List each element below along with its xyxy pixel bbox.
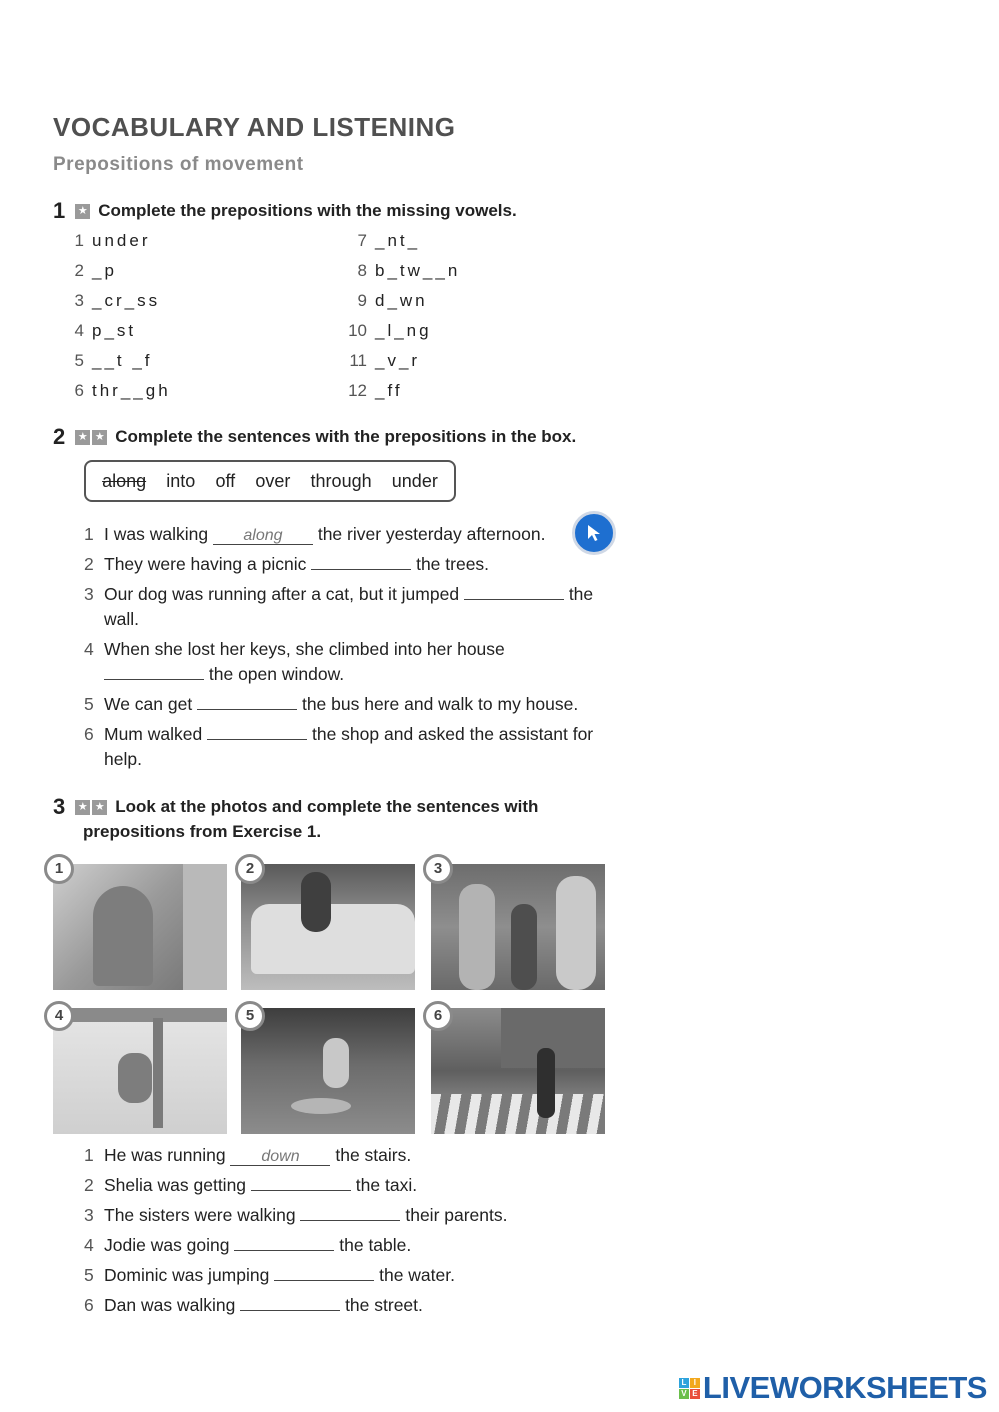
page-subtitle: Prepositions of movement — [53, 154, 304, 175]
word-box — [84, 460, 456, 502]
sentence: 1 I was walking along the river yesterday afternoon. — [84, 524, 546, 544]
list-item: 3 _cr_ss — [74, 291, 161, 310]
exercise-instruction: Complete the prepositions with the missing vowels. — [98, 201, 517, 220]
word-box-item: into — [166, 470, 196, 491]
word-puzzle[interactable]: b_tw__n — [375, 261, 461, 280]
star-icon: ★ — [92, 430, 107, 445]
word-puzzle[interactable]: _v_r — [375, 351, 421, 370]
word-puzzle[interactable]: d_wn — [375, 291, 428, 310]
answer-blank[interactable] — [300, 1204, 400, 1221]
ex2-sentences — [84, 522, 604, 772]
pointer-tool-button[interactable] — [572, 511, 616, 555]
exercise-instruction: Look at the photos and complete the sentences with — [115, 797, 539, 816]
answer-blank[interactable] — [207, 723, 307, 740]
list-item: 11 _v_r — [349, 351, 421, 370]
answer-blank[interactable] — [311, 553, 411, 570]
word-puzzle[interactable]: thr__gh — [92, 381, 171, 400]
vowels-list-left — [62, 226, 171, 406]
difficulty-stars — [75, 430, 107, 445]
cursor-arrow-icon — [583, 522, 605, 544]
exercise-instruction: Complete the sentences with the prepositions in the box. — [115, 427, 577, 446]
sentence: 2 Shelia was getting the taxi. — [84, 1175, 418, 1195]
exercise-instruction-cont: prepositions from Exercise 1. — [83, 822, 322, 841]
sentence: 1 He was running down the stairs. — [84, 1145, 412, 1165]
answer-blank[interactable] — [251, 1174, 351, 1191]
difficulty-stars — [75, 204, 90, 219]
answer-blank[interactable] — [197, 693, 297, 710]
exercise-number: 3 — [53, 794, 66, 819]
answer-blank[interactable] — [240, 1294, 340, 1311]
exercise-1-header — [53, 198, 517, 224]
sentence: 6 Mum walked the shop and asked the assistant for help. — [84, 724, 594, 769]
sentence: 3 The sisters were walking their parents. — [84, 1205, 508, 1225]
list-item: 2 _p — [74, 261, 117, 280]
list-item: 4 p_st — [74, 321, 137, 340]
sentence: 4 When she lost her keys, she climbed into her house the open window. — [84, 639, 505, 684]
logo-text: LIVEWORKSHEETS — [702, 1370, 987, 1405]
photo-number-badge: 2 — [235, 854, 265, 884]
word-box-item: along — [102, 470, 147, 491]
photo-stairs — [53, 864, 227, 990]
ex3-sentences — [84, 1143, 604, 1318]
list-item: 7 _nt_ — [357, 231, 421, 250]
photo-table — [53, 1008, 227, 1134]
word-puzzle[interactable]: _ff — [375, 381, 403, 400]
word-puzzle[interactable]: _cr_ss — [92, 291, 161, 310]
photo-number-badge: 4 — [44, 1001, 74, 1031]
photo-crosswalk — [431, 1008, 605, 1134]
photo-family-walking — [431, 864, 605, 990]
page-title: VOCABULARY AND LISTENING — [53, 112, 456, 142]
vowels-list-right — [345, 226, 460, 406]
list-item: 10 _l_ng — [348, 321, 432, 340]
answer-blank[interactable]: along — [213, 528, 313, 545]
word-puzzle[interactable]: _nt_ — [375, 231, 421, 250]
star-icon: ★ — [92, 800, 107, 815]
sentence: 3 Our dog was running after a cat, but it jumped the wall. — [84, 584, 594, 629]
exercise-3-header — [53, 794, 538, 842]
liveworksheets-logo — [679, 1370, 987, 1406]
difficulty-stars — [75, 800, 107, 815]
word-box-item: over — [255, 470, 291, 491]
list-item: 9 d_wn — [357, 291, 428, 310]
photo-number-badge: 6 — [423, 1001, 453, 1031]
photo-number-badge: 1 — [44, 854, 74, 884]
list-item: 6 thr__gh — [74, 381, 171, 400]
exercise-number: 2 — [53, 424, 66, 449]
sentence: 6 Dan was walking the street. — [84, 1295, 423, 1315]
word-puzzle[interactable]: __t _f — [92, 351, 153, 370]
word-box-item: off — [215, 470, 236, 491]
sentence: 5 We can get the bus here and walk to my house. — [84, 694, 579, 714]
list-item: 1 under — [74, 231, 151, 250]
list-item: 12 _ff — [348, 381, 403, 400]
photo-taxi — [241, 864, 415, 990]
sentence: 4 Jodie was going the table. — [84, 1235, 412, 1255]
logo-mark-icon: L I V E — [679, 1378, 700, 1399]
star-icon: ★ — [75, 204, 90, 219]
word-puzzle[interactable]: _l_ng — [375, 321, 432, 340]
answer-blank[interactable] — [274, 1264, 374, 1281]
star-icon: ★ — [75, 800, 90, 815]
answer-blank[interactable]: down — [230, 1149, 330, 1166]
photo-number-badge: 5 — [235, 1001, 265, 1031]
answer-blank[interactable] — [234, 1234, 334, 1251]
exercise-2-header — [53, 424, 576, 450]
word-puzzle[interactable]: p_st — [92, 321, 137, 340]
photo-jumping-water — [241, 1008, 415, 1134]
sentence: 5 Dominic was jumping the water. — [84, 1265, 455, 1285]
answer-blank[interactable] — [464, 583, 564, 600]
word-puzzle[interactable]: _p — [92, 261, 117, 280]
star-icon: ★ — [75, 430, 90, 445]
sentence: 2 They were having a picnic the trees. — [84, 554, 490, 574]
exercise-number: 1 — [53, 198, 66, 223]
word-box-item: under — [391, 470, 438, 491]
list-item: 5 __t _f — [74, 351, 153, 370]
word-puzzle[interactable]: under — [92, 231, 151, 250]
answer-blank[interactable] — [104, 663, 204, 680]
list-item: 8 b_tw__n — [357, 261, 461, 280]
word-box-item: through — [310, 470, 372, 491]
photo-number-badge: 3 — [423, 854, 453, 884]
